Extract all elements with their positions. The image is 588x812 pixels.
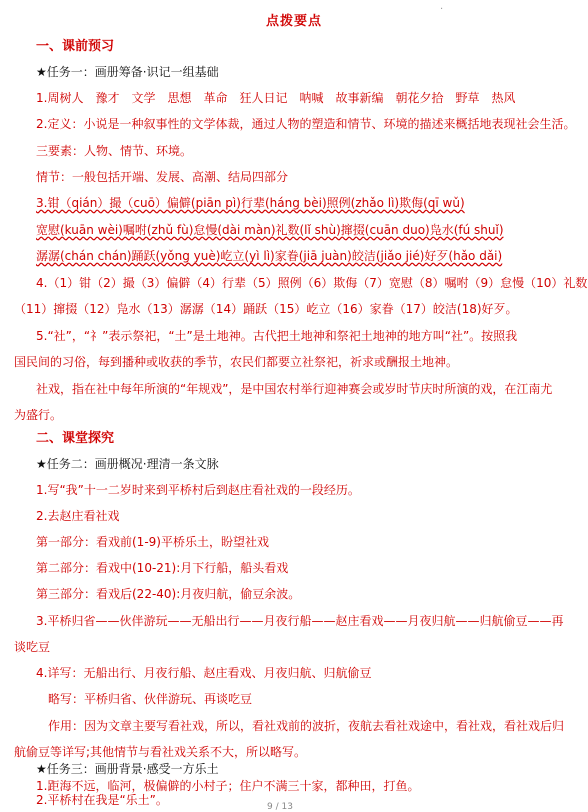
pinyin-line-3: 潺潺(chán chán)踊跃(yǒng yuè)屹立(yì lì)家眷(jiā juàn)皎洁(jiǎo jié)好歹(hǎo dǎi): [36, 249, 503, 263]
answer-line-1: 1.周树人 豫才 文学 思想 革命 狂人日记 呐喊 故事新编 朝花夕拾 野草 热风: [36, 91, 516, 105]
pinyin-line-2: 宽慰(kuān wèi)嘱咐(zhǔ fù)怠慢(dài màn)礼数(lǐ shù)撺掇(cuān duo)凫水(fú shuǐ): [36, 223, 504, 237]
task-three-heading: ★任务三：画册背景·感受一方乐土: [36, 762, 219, 776]
answer-line-she-2: 国民间的习俗，每到播种或收获的季节，农民们都要立社祭祀，祈求或酬报土地神。: [14, 355, 459, 369]
answer-line-shexi-2: 为盛行。: [14, 408, 63, 422]
page-number: 9 / 13: [267, 802, 293, 812]
answer-line-s2-1: 1.写“我”十一二岁时来到平桥村后到赵庄看社戏的一段经历。: [36, 483, 360, 497]
answer-line-shexi-1: 社戏，指在社中每年所演的“年规戏”，是中国农村举行迎神赛会或岁时节庆时所演的戏，在江南尤: [36, 382, 553, 396]
task-one-heading: ★任务一：画册筹备·识记一组基础: [36, 65, 219, 79]
answer-line-s2-12: 1.距海不远，临河，极偏僻的小村子；住户不满三十家，都种田，打鱼。: [36, 779, 420, 793]
answer-line-s2-5: 第三部分：看戏后(22-40):月夜归航，偷豆余波。: [36, 587, 301, 601]
answer-line-s2-4: 第二部分：看戏中(10-21):月下行船，船头看戏: [36, 561, 289, 575]
answer-line-s2-9: 略写：平桥归省、伙伴游玩、再谈吃豆: [48, 692, 253, 706]
section-heading-explore: 二、课堂探究: [36, 431, 115, 446]
answer-line-s2-6: 3.平桥归省——伙伴游玩——无船出行——月夜行船——赵庄看戏——月夜归航——归航偷豆——再: [36, 614, 564, 628]
answer-line-words-2: （11）撺掇（12）凫水（13）潺潺（14）踊跃（15）屹立（16）家眷（17）皎洁(18)好歹。: [14, 302, 518, 316]
answer-line-s2-10: 作用：因为文章主要写看社戏，所以，看社戏前的波折，夜航去看社戏途中，看社戏，看社戏后归: [48, 719, 565, 733]
answer-line-s2-8: 4.详写：无船出行、月夜行船、赵庄看戏、月夜归航、归航偷豆: [36, 666, 372, 680]
page-title: 点拨要点: [265, 14, 322, 29]
answer-line-4: 情节：一般包括开端、发展、高潮、结局四部分: [36, 170, 289, 184]
answer-line-s2-7: 谈吃豆: [14, 640, 51, 654]
answer-line-she-1: 5.“社”，“礻”表示祭祀，“土”是土地神。古代把土地神和祭祀土地神的地方叫“社”。按照我: [36, 329, 518, 343]
answer-line-2: 2.定义：小说是一种叙事性的文学体裁，通过人物的塑造和情节、环境的描述来概括地表现社会生活。: [36, 117, 576, 131]
task-two-heading: ★任务二：画册概况·理清一条文脉: [36, 457, 219, 471]
answer-line-s2-2: 2.去赵庄看社戏: [36, 509, 120, 523]
page-corner-mark: ·: [440, 4, 444, 15]
answer-line-3: 三要素：人物、情节、环境。: [36, 144, 193, 158]
section-heading-preview: 一、课前预习: [36, 39, 115, 54]
answer-line-words-1: 4.（1）钳（2）撮（3）偏僻（4）行辈（5）照例（6）欺侮（7）宽慰（8）嘱咐（9）怠慢（10）礼数: [36, 276, 588, 290]
answer-line-s2-11: 航偷豆等详写;其他情节与看社戏关系不大，所以略写。: [14, 745, 307, 759]
pinyin-line-1: 3.钳（qián）撮（cuō）偏僻(piān pì)行辈(háng bèi)照例(zhǎo lì)欺侮(qī wǔ): [36, 196, 465, 210]
answer-line-s2-13: 2.平桥村在我是“乐土”。: [36, 793, 168, 807]
answer-line-s2-3: 第一部分：看戏前(1-9)平桥乐土，盼望社戏: [36, 535, 269, 549]
